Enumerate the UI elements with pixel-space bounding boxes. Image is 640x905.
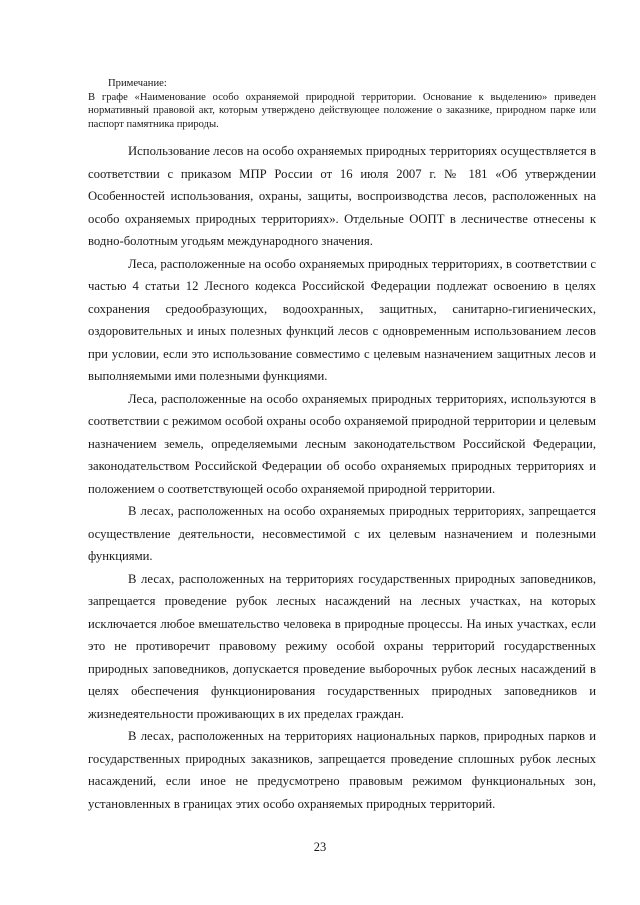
- paragraph: В лесах, расположенных на особо охраняемых природных территориях, запрещается осуществление деятельности, несовместимой с их целевым назначением и полезными функциями.: [88, 504, 596, 563]
- note-title: Примечание:: [108, 78, 167, 89]
- paragraph: Использование лесов на особо охраняемых природных территориях осуществляется в соответствии с приказом МПР России от 16 июля 2007 г. № 181 «Об утверждении Особенностей использования, охраны, защиты, воспроизводства лесов, расположенных на особо охраняемых природных территориях». Отдельные ООПТ в лесничестве отнесены к водно-болотным угодьям международного значения.: [88, 144, 596, 248]
- paragraph: Леса, расположенные на особо охраняемых природных территориях, используются в соответствии с режимом особой охраны особо охраняемой природной территории и целевым назначением земель, определяемыми лесным законодательством Российской Федерации, законодательством Российской Федерации об особо охраняемых природных территориях и положением о соответствующей особо охраняемой природной территории.: [88, 391, 596, 496]
- paragraph: В лесах, расположенных на территориях национальных парков, природных парков и государственных природных заказников, запрещается проведение сплошных рубок лесных насаждений, если иное не предусмотрено правовым режимом функциональных зон, установленных в границах этих особо охраняемых природных территорий.: [88, 729, 596, 811]
- paragraph: Леса, расположенные на особо охраняемых природных территориях, в соответствии с частью 4 статьи 12 Лесного кодекса Российской Федерации подлежат освоению в целях сохранения средообразующих, водоохранных, защитных, санитарно-гигиенических, оздоровительных и иных полезных функций лесов с одновременным использованием лесов при условии, если это использование совместимо с целевым назначением защитных лесов и выполняемыми ими полезными функциями.: [88, 256, 596, 383]
- paragraph: В лесах, расположенных на территориях государственных природных заповедников, запрещается проведение рубок лесных насаждений на лесных участках, на которых исключается любое вмешательство человека в природные процессы. На иных участках, если это не противоречит правовому режиму особой охраны территорий государственных природных заповедников, допускается проведение выборочных рубок лесных насаждений в целях обеспечения функционирования государственных природных заповедников и жизнедеятельности проживающих в их пределах граждан.: [88, 571, 596, 721]
- note-block: [88, 77, 596, 131]
- page-number: 23: [313, 840, 327, 854]
- note-text: В графе «Наименование особо охраняемой природной территории. Основание к выделению» приведен нормативный правовой акт, которым утверждено действующее положение о заказнике, природном парке или паспорт памятника природы.: [88, 91, 596, 130]
- body-text: [88, 140, 596, 815]
